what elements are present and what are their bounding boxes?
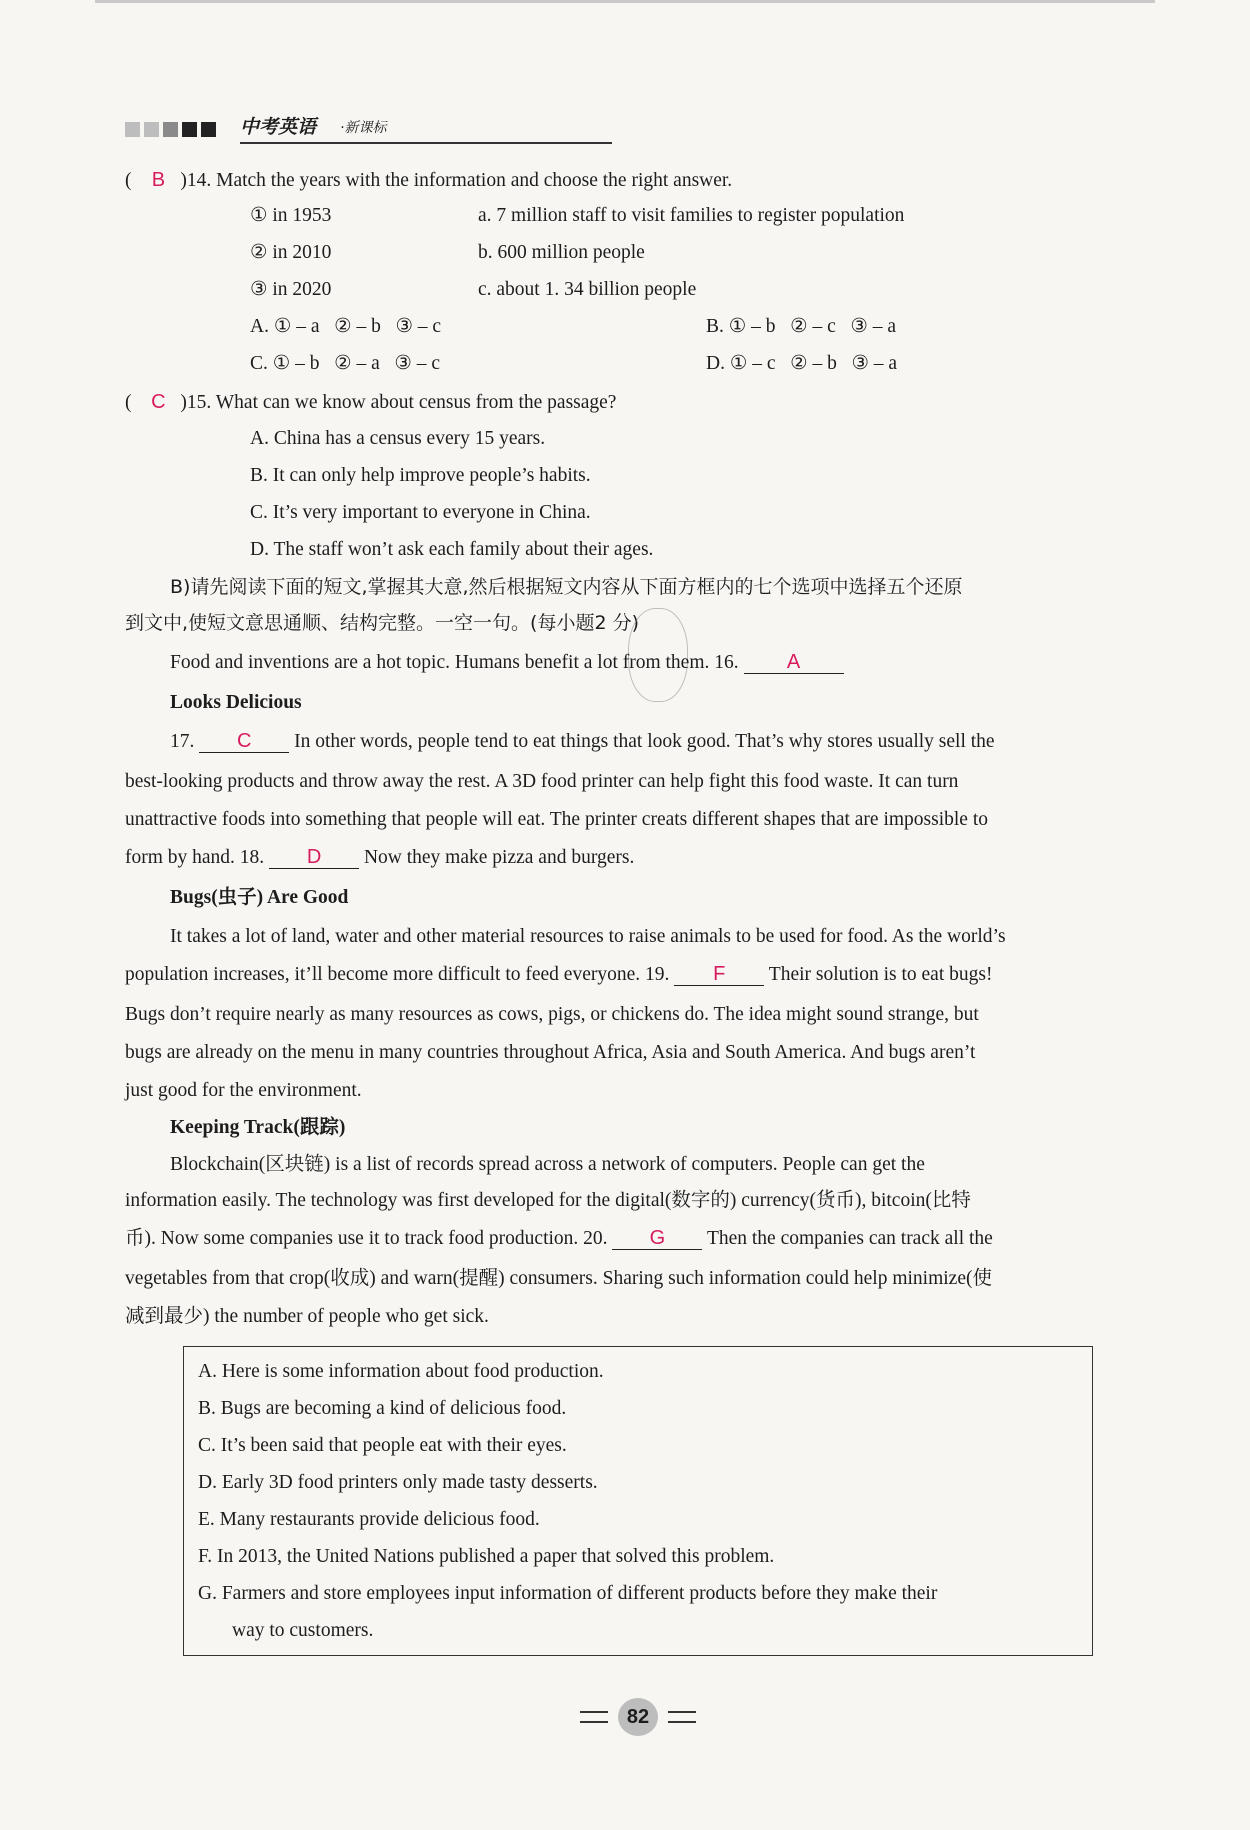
q14-row-left: ② in 2010	[250, 242, 332, 263]
q15-choice-b: B. It can only help improve people’s habits.	[250, 465, 591, 486]
paragraph-20-line-4: vegetables from that crop(收成) and warn(提醒) consumers. Sharing such information could help minimize(使	[125, 1268, 992, 1289]
question-15: ( C )15. What can we know about census from the passage?	[125, 391, 617, 413]
q14-choice-c: C. ① – b ② – a ③ – c	[250, 353, 441, 374]
right-decor-lines	[668, 1711, 696, 1723]
paragraph-20-line-3: 币). Now some companies use it to track food production. 20. G Then the companies can track all the	[125, 1227, 993, 1249]
heading-keeping-track: Keeping Track(跟踪)	[170, 1117, 346, 1138]
blank-16: A	[744, 651, 844, 674]
q14-stem: )14. Match the years with the information and choose the right answer.	[180, 170, 733, 191]
left-decor-lines	[580, 1711, 608, 1723]
paragraph-17-line-3: unattractive foods into something that people will eat. The printer creats different shapes that are impossible to	[125, 809, 988, 830]
option-g: G. Farmers and store employees input information of different products before they make their	[198, 1583, 938, 1604]
page-header	[125, 112, 485, 146]
blank-18: D	[269, 846, 359, 869]
paragraph-17-line-2: best-looking products and throw away the rest. A 3D food printer can help fight this food waste. It can turn	[125, 771, 959, 792]
option-d: D. Early 3D food printers only made tasty desserts.	[198, 1472, 598, 1493]
top-rule	[95, 0, 1155, 3]
paragraph-20-line-5: 减到最少) the number of people who get sick.	[125, 1306, 489, 1327]
option-b: B. Bugs are becoming a kind of delicious food.	[198, 1398, 567, 1419]
heading-looks-delicious: Looks Delicious	[170, 692, 302, 713]
heading-bugs-are-good: Bugs(虫子) Are Good	[170, 887, 349, 908]
paragraph-20-line-2: information easily. The technology was first developed for the digital(数字的) currency(货币), bitcoin(比特	[125, 1190, 971, 1211]
q15-choice-a: A. China has a census every 15 years.	[250, 428, 546, 449]
blank-17: C	[199, 730, 289, 753]
q14-row-right: c. about 1. 34 billion people	[478, 279, 697, 300]
q15-stem: )15. What can we know about census from the passage?	[180, 392, 617, 413]
header-blocks-icon	[125, 122, 220, 142]
q14-choice-a: A. ① – a ② – b ③ – c	[250, 316, 442, 337]
paragraph-19-line-5: just good for the environment.	[125, 1080, 362, 1101]
paragraph-19-line-4: bugs are already on the menu in many countries throughout Africa, Asia and South America. And bugs aren’t	[125, 1042, 976, 1063]
q15-choice-d: D. The staff won’t ask each family about their ages.	[250, 539, 654, 560]
answer-14: B	[151, 169, 166, 191]
section-b-instruction-1: B)请先阅读下面的短文,掌握其大意,然后根据短文内容从下面方框内的七个选项中选择五个还原	[170, 576, 963, 598]
paragraph-20-line-1: Blockchain(区块链) is a list of records spread across a network of computers. People can get the	[170, 1154, 925, 1175]
option-g-continued: way to customers.	[232, 1620, 374, 1641]
paragraph-17-line-1: 17. C In other words, people tend to eat things that look good. That’s why stores usually sell the	[170, 730, 995, 752]
options-box	[183, 1346, 1093, 1656]
q14-row-right: b. 600 million people	[478, 242, 645, 263]
q14-choice-d: D. ① – c ② – b ③ – a	[706, 353, 898, 374]
header-underline	[240, 142, 612, 144]
page-number	[580, 1698, 700, 1738]
section-b-instruction-2: 到文中,使短文意思通顺、结构完整。一空一句。(每小题2 分)	[125, 612, 639, 634]
header-subtitle: ·新课标	[340, 120, 387, 136]
q14-row-left: ③ in 2020	[250, 279, 332, 300]
answer-15: C	[151, 391, 166, 413]
page-number-badge: 82	[618, 1698, 658, 1736]
paragraph-19-line-1: It takes a lot of land, water and other material resources to raise animals to be used for food. As the world’s	[170, 926, 1006, 947]
paragraph-17-line-4: form by hand. 18. D Now they make pizza and burgers.	[125, 846, 635, 868]
option-c: C. It’s been said that people eat with their eyes.	[198, 1435, 567, 1456]
q14-row-right: a. 7 million staff to visit families to register population	[478, 205, 905, 226]
option-f: F. In 2013, the United Nations published a paper that solved this problem.	[198, 1546, 775, 1567]
q15-choice-c: C. It’s very important to everyone in China.	[250, 502, 591, 523]
intro-line: Food and inventions are a hot topic. Humans benefit a lot from them. 16. A	[170, 651, 844, 675]
option-a: A. Here is some information about food production.	[198, 1361, 604, 1382]
q14-row-left: ① in 1953	[250, 205, 332, 226]
paragraph-19-line-3: Bugs don’t require nearly as many resources as cows, pigs, or chickens do. The idea might sound strange, but	[125, 1004, 979, 1025]
paragraph-19-line-2: population increases, it’ll become more difficult to feed everyone. 19. F Their solution is to eat bugs!	[125, 963, 993, 985]
header-title: 中考英语	[240, 116, 317, 138]
question-14: ( B )14. Match the years with the information and choose the right answer.	[125, 169, 733, 191]
blank-20: G	[612, 1227, 702, 1250]
option-e: E. Many restaurants provide delicious food.	[198, 1509, 540, 1530]
blank-19: F	[674, 963, 764, 986]
q14-choice-b: B. ① – b ② – c ③ – a	[706, 316, 897, 337]
